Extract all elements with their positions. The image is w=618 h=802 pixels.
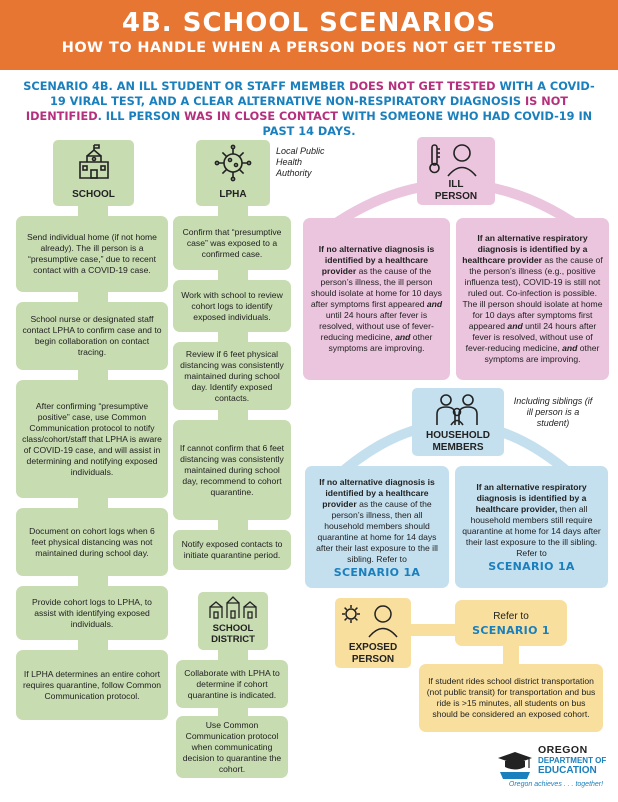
household-label-1: HOUSEHOLD xyxy=(426,430,490,441)
school-building-icon xyxy=(75,144,113,182)
oregon-graduation-cap-icon xyxy=(496,750,534,780)
lpha-tab xyxy=(196,140,270,206)
logo-line-1: OREGON xyxy=(538,744,588,756)
ill-label-2: PERSON xyxy=(434,191,478,202)
page-title: 4B. SCHOOL SCENARIOS xyxy=(121,8,497,38)
exposed-vertical xyxy=(503,646,519,666)
ill-right-box: If an alternative respiratory diagnosis is identified by a healthcare provider as the cause of the person’s illness (e.g., positive influenza test), COVID-19 is still not ruled out. Co-infection is possible. The ill person should isolate at home for 10 days after symptoms first appeared and until 24 hours after fever is resolved, without use of fever-reducing medicine, and other symptoms are improving. xyxy=(456,218,609,380)
school-step-5: Provide cohort logs to LPHA, to assist with identifying exposed individuals. xyxy=(16,586,168,640)
household-left-box: If no alternative diagnosis is identified by a healthcare provider as the cause of the person’s illness, then all household members should quarantine at home for 14 days after their last exposure to the ill sibling. Refer to SCENARIO 1A xyxy=(305,466,449,588)
lpha-step-1: Confirm that “presumptive case” was exposed to a confirmed case. xyxy=(173,216,291,270)
household-note: Including siblings (if ill person is a student) xyxy=(513,396,593,428)
exposed-refer-text: Refer to xyxy=(493,610,529,622)
lpha-step-2: Work with school to review cohort logs to identify exposed individuals. xyxy=(173,280,291,332)
page-subtitle: HOW TO HANDLE WHEN A PERSON DOES NOT GET TESTED xyxy=(61,40,557,56)
lpha-step-3: Review if 6 feet physical distancing was consistently maintained during school day. Identify exposed contacts. xyxy=(173,342,291,410)
logo-line-2: DEPARTMENT OF xyxy=(538,756,607,765)
ill-label-1: ILL xyxy=(448,179,464,190)
virus-icon xyxy=(214,144,252,182)
lpha-label: LPHA xyxy=(219,189,247,200)
school-label: SCHOOL xyxy=(72,189,115,200)
oregon-education-logo xyxy=(496,744,608,794)
scenario-1a-link-2[interactable]: SCENARIO 1A xyxy=(488,560,575,573)
scenario-intro: SCENARIO 4B. AN ILL STUDENT OR STAFF MEMBER DOES NOT GET TESTED WITH A COVID-19 VIRAL TEST, AND A CLEAR ALTERNATIVE NON-RESPIRATORY DIAGNOSIS IS NOT IDENTIFIED. ILL PERSON WAS IN CLOSE CONTACT WITH SOMEONE WHO HAD COVID-19 IN PAST 14 DAYS. xyxy=(23,80,595,138)
school-step-3: After confirming “presumptive positive” case, use Common Communication protocol to notify class/cohort/staff that LPHA is aware of COVID-19 case, and will assist in determining and notifying exposed individuals. xyxy=(16,380,168,498)
school-tab xyxy=(53,140,134,206)
household-right-box: If an alternative respiratory diagnosis is identified by a healthcare provider, then all household members still require quarantine at home for 14 days after their last exposure to the ill sibling. Refer to SCENARIO 1A xyxy=(455,466,608,588)
school-district-icon xyxy=(207,594,259,620)
exposed-tab xyxy=(335,598,411,668)
ill-tab xyxy=(417,137,495,205)
lpha-note: Local Public Health Authority xyxy=(276,146,325,178)
exposed-label-1: EXPOSED xyxy=(348,642,398,653)
school-step-2: School nurse or designated staff contact LPHA to confirm case and to begin collaboration on contact tracing. xyxy=(16,302,168,370)
district-tab xyxy=(198,592,268,650)
scenario-1a-link[interactable]: SCENARIO 1A xyxy=(333,565,421,579)
school-step-4: Document on cohort logs when 6 feet physical distancing was not maintained during school day. xyxy=(16,508,168,576)
household-tab xyxy=(412,388,504,456)
district-label-2: DISTRICT xyxy=(211,634,255,645)
exposed-person-icon xyxy=(339,602,407,638)
exposed-label-2: PERSON xyxy=(351,654,395,665)
ill-left-box: If no alternative diagnosis is identified by a healthcare provider as the cause of the person’s illness, the ill person should isolate at home for 10 days after symptoms first appeared and until 24 hours after fever is resolved, without use of fever-reducing medicine, and other symptoms are improving. xyxy=(303,218,450,380)
bus-rule-box: If student rides school district transportation (not public transit) for transportation and bus ride is >15 minutes, all students on bus should be considered an exposed cohort. xyxy=(419,664,603,732)
household-label-2: MEMBERS xyxy=(432,442,484,453)
logo-tagline: Oregon achieves . . . together! xyxy=(508,781,604,788)
district-step-1: Collaborate with LPHA to determine if cohort quarantine is indicated. xyxy=(176,660,288,708)
lpha-step-5: Notify exposed contacts to initiate quarantine period. xyxy=(173,530,291,570)
family-icon xyxy=(434,392,482,426)
district-label-1: SCHOOL xyxy=(212,623,254,634)
exposed-refer-box xyxy=(455,600,567,646)
logo-line-3: EDUCATION xyxy=(538,765,597,776)
district-step-2: Use Common Communication protocol when communicating decision to quarantine the cohort. xyxy=(176,716,288,778)
scenario-1-link[interactable]: SCENARIO 1 xyxy=(472,623,550,637)
lpha-step-4: If cannot confirm that 6 feet distancing was consistently maintained during school day, recommend to cohort quarantine. xyxy=(173,420,291,520)
ill-person-icon xyxy=(426,141,486,177)
exposed-connector xyxy=(411,624,455,636)
school-step-1: Send individual home (if not home already). The ill person is a “presumptive case,” due to recent contact with a COVID-19 case. xyxy=(16,216,168,292)
school-step-6: If LPHA determines an entire cohort requires quarantine, follow Common Communication protocol. xyxy=(16,650,168,720)
